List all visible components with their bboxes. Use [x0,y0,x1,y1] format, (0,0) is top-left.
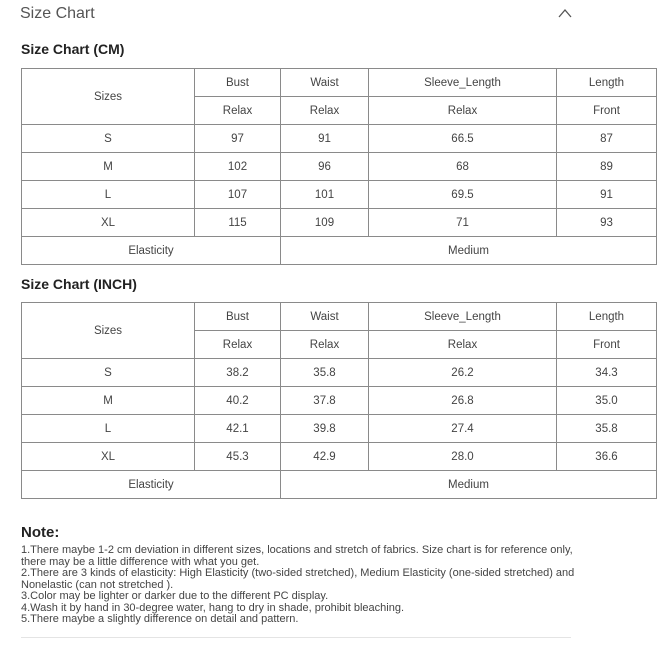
table-cell: 35.0 [557,387,657,415]
elasticity-label: Elasticity [22,471,281,499]
header-title: Size Chart [20,5,95,22]
elasticity-label: Elasticity [22,237,281,265]
table-row [22,209,657,237]
table-row [22,387,657,415]
table-cell: 26.2 [369,359,557,387]
table-cell: M [22,387,195,415]
header-cell: Length [557,69,657,97]
table-cell: 36.6 [557,443,657,471]
subheader-cell: Front [557,331,657,359]
table-cell: 37.8 [281,387,369,415]
note-title: Note: [21,524,60,541]
table-cell: 102 [195,153,281,181]
table-cell: 42.1 [195,415,281,443]
table-footer-row [22,237,657,265]
table-cell: XL [22,209,195,237]
table-cell: 26.8 [369,387,557,415]
table-cell: 101 [281,181,369,209]
section-title-cm: Size Chart (CM) [21,41,125,57]
header-cell: Bust [195,303,281,331]
table-cell: 91 [557,181,657,209]
table-cell: 96 [281,153,369,181]
table-cell: 66.5 [369,125,557,153]
chevron-up-icon[interactable] [558,8,572,18]
table-cell: S [22,125,195,153]
size-chart-header[interactable] [0,0,600,30]
header-cell: Waist [281,303,369,331]
table-cell: S [22,359,195,387]
note-list [21,545,576,626]
table-cell: 35.8 [557,415,657,443]
table-cell: 89 [557,153,657,181]
table-row [22,181,657,209]
section-title-inch: Size Chart (INCH) [21,276,137,292]
table-cell: 69.5 [369,181,557,209]
table-cell: 27.4 [369,415,557,443]
header-cell: Bust [195,69,281,97]
table-header-row [22,303,657,331]
header-cell: Sizes [22,69,195,125]
table-row [22,415,657,443]
table-cell: 93 [557,209,657,237]
table-row [22,359,657,387]
table-cell: 38.2 [195,359,281,387]
table-cell: XL [22,443,195,471]
table-cell: 42.9 [281,443,369,471]
note-line: 2.There are 3 kinds of elasticity: High Elasticity (two-sided stretched), Medium Elasticity (one-sided stretched) and Nonelastic (can not stretched ). [21,567,575,591]
table-cell: 34.3 [557,359,657,387]
subheader-cell: Relax [281,331,369,359]
subheader-cell: Relax [369,97,557,125]
size-table-cm [21,68,657,265]
subheader-cell: Relax [195,97,281,125]
table-cell: 107 [195,181,281,209]
table-cell: 71 [369,209,557,237]
elasticity-value: Medium [281,471,657,499]
table-cell: L [22,415,195,443]
table-row [22,443,657,471]
table-cell: M [22,153,195,181]
header-cell: Length [557,303,657,331]
subheader-cell: Relax [195,331,281,359]
header-cell: Sleeve_Length [369,69,557,97]
size-table-inch [21,302,657,499]
table-footer-row [22,471,657,499]
table-header-row [22,69,657,97]
table-cell: 115 [195,209,281,237]
elasticity-value: Medium [281,237,657,265]
table-row [22,125,657,153]
table-cell: 97 [195,125,281,153]
note-line: 3.Color may be lighter or darker due to the different PC display. [21,590,329,602]
divider [21,637,571,638]
table-cell: 68 [369,153,557,181]
header-cell: Waist [281,69,369,97]
header-cell: Sleeve_Length [369,303,557,331]
table-cell: 109 [281,209,369,237]
note-line: 4.Wash it by hand in 30-degree water, hang to dry in shade, prohibit bleaching. [21,601,405,614]
subheader-cell: Relax [281,97,369,125]
table-cell: 35.8 [281,359,369,387]
table-cell: 40.2 [195,387,281,415]
subheader-cell: Front [557,97,657,125]
note-line: 1.There maybe 1-2 cm deviation in different sizes, locations and stretch of fabrics. Size chart is for reference only, there may be a little difference with what you get. [21,544,573,568]
table-cell: 45.3 [195,443,281,471]
table-row [22,153,657,181]
table-cell: 39.8 [281,415,369,443]
table-cell: 91 [281,125,369,153]
table-cell: 87 [557,125,657,153]
header-cell: Sizes [22,303,195,359]
note-line: 5.There maybe a slightly difference on detail and pattern. [21,613,299,625]
subheader-cell: Relax [369,331,557,359]
table-cell: L [22,181,195,209]
table-cell: 28.0 [369,443,557,471]
